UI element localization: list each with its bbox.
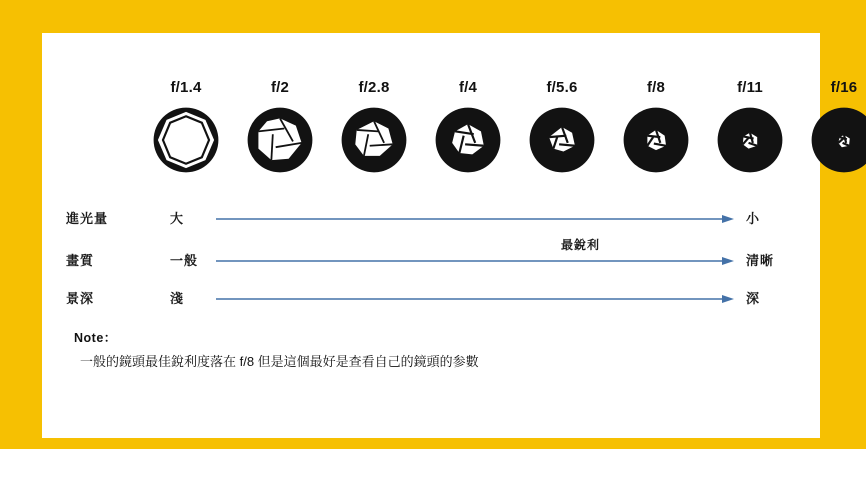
aperture-item bbox=[521, 78, 603, 176]
aperture-iris-icon bbox=[338, 104, 410, 176]
aperture-label: f/2 bbox=[270, 79, 290, 96]
comparison-start-value: 一般 bbox=[170, 253, 199, 268]
comparison-arrow-icon bbox=[216, 212, 736, 226]
aperture-label: f/16 bbox=[830, 79, 858, 96]
aperture-iris-icon bbox=[620, 104, 692, 176]
comparison-arrow-icon bbox=[216, 292, 736, 306]
comparison-label: 景深 bbox=[66, 291, 95, 306]
decorative-band-left bbox=[0, 0, 42, 483]
aperture-iris-icon bbox=[432, 104, 504, 176]
comparison-start-value: 淺 bbox=[170, 291, 185, 306]
decorative-band-right bbox=[820, 0, 866, 483]
aperture-item bbox=[615, 78, 697, 176]
comparison-end-value: 清晰 bbox=[746, 253, 775, 268]
comparison-annotation-sharpest: 最銳利 bbox=[561, 238, 601, 252]
comparison-row-quality bbox=[66, 238, 806, 272]
aperture-label: f/5.6 bbox=[546, 79, 578, 96]
aperture-item bbox=[709, 78, 791, 176]
note-body: 一般的鏡頭最佳銳利度落在 f/8 但是這個最好是查看自己的鏡頭的参數 bbox=[80, 354, 479, 369]
aperture-item bbox=[239, 78, 321, 176]
comparison-arrow-icon bbox=[216, 254, 736, 268]
aperture-iris-icon bbox=[714, 104, 786, 176]
note-title: Note： bbox=[74, 331, 117, 345]
aperture-label: f/1.4 bbox=[170, 79, 202, 96]
comparison-row-light bbox=[66, 208, 806, 230]
aperture-label: f/8 bbox=[646, 79, 666, 96]
aperture-label: f/11 bbox=[737, 79, 763, 96]
comparison-start-value: 大 bbox=[170, 211, 185, 226]
note-block bbox=[74, 328, 714, 371]
decorative-band-top bbox=[0, 0, 866, 33]
aperture-item bbox=[333, 78, 415, 176]
comparison-label: 進光量 bbox=[66, 211, 109, 226]
aperture-iris-icon bbox=[808, 104, 866, 176]
comparison-end-value: 深 bbox=[746, 291, 761, 306]
comparison-end-value: 小 bbox=[746, 211, 761, 226]
comparison-label: 畫質 bbox=[66, 253, 95, 268]
aperture-diagram-row bbox=[145, 78, 858, 188]
aperture-iris-icon bbox=[150, 104, 222, 176]
decorative-band-bottom-strip bbox=[42, 438, 820, 449]
decorative-band-bottom-white bbox=[0, 449, 866, 483]
aperture-label: f/4 bbox=[458, 79, 478, 96]
aperture-item bbox=[427, 78, 509, 176]
aperture-label: f/2.8 bbox=[358, 79, 390, 96]
aperture-item bbox=[803, 78, 866, 176]
aperture-item bbox=[145, 78, 227, 176]
comparison-row-depth bbox=[66, 288, 806, 310]
aperture-iris-icon bbox=[244, 104, 316, 176]
aperture-iris-icon bbox=[526, 104, 598, 176]
